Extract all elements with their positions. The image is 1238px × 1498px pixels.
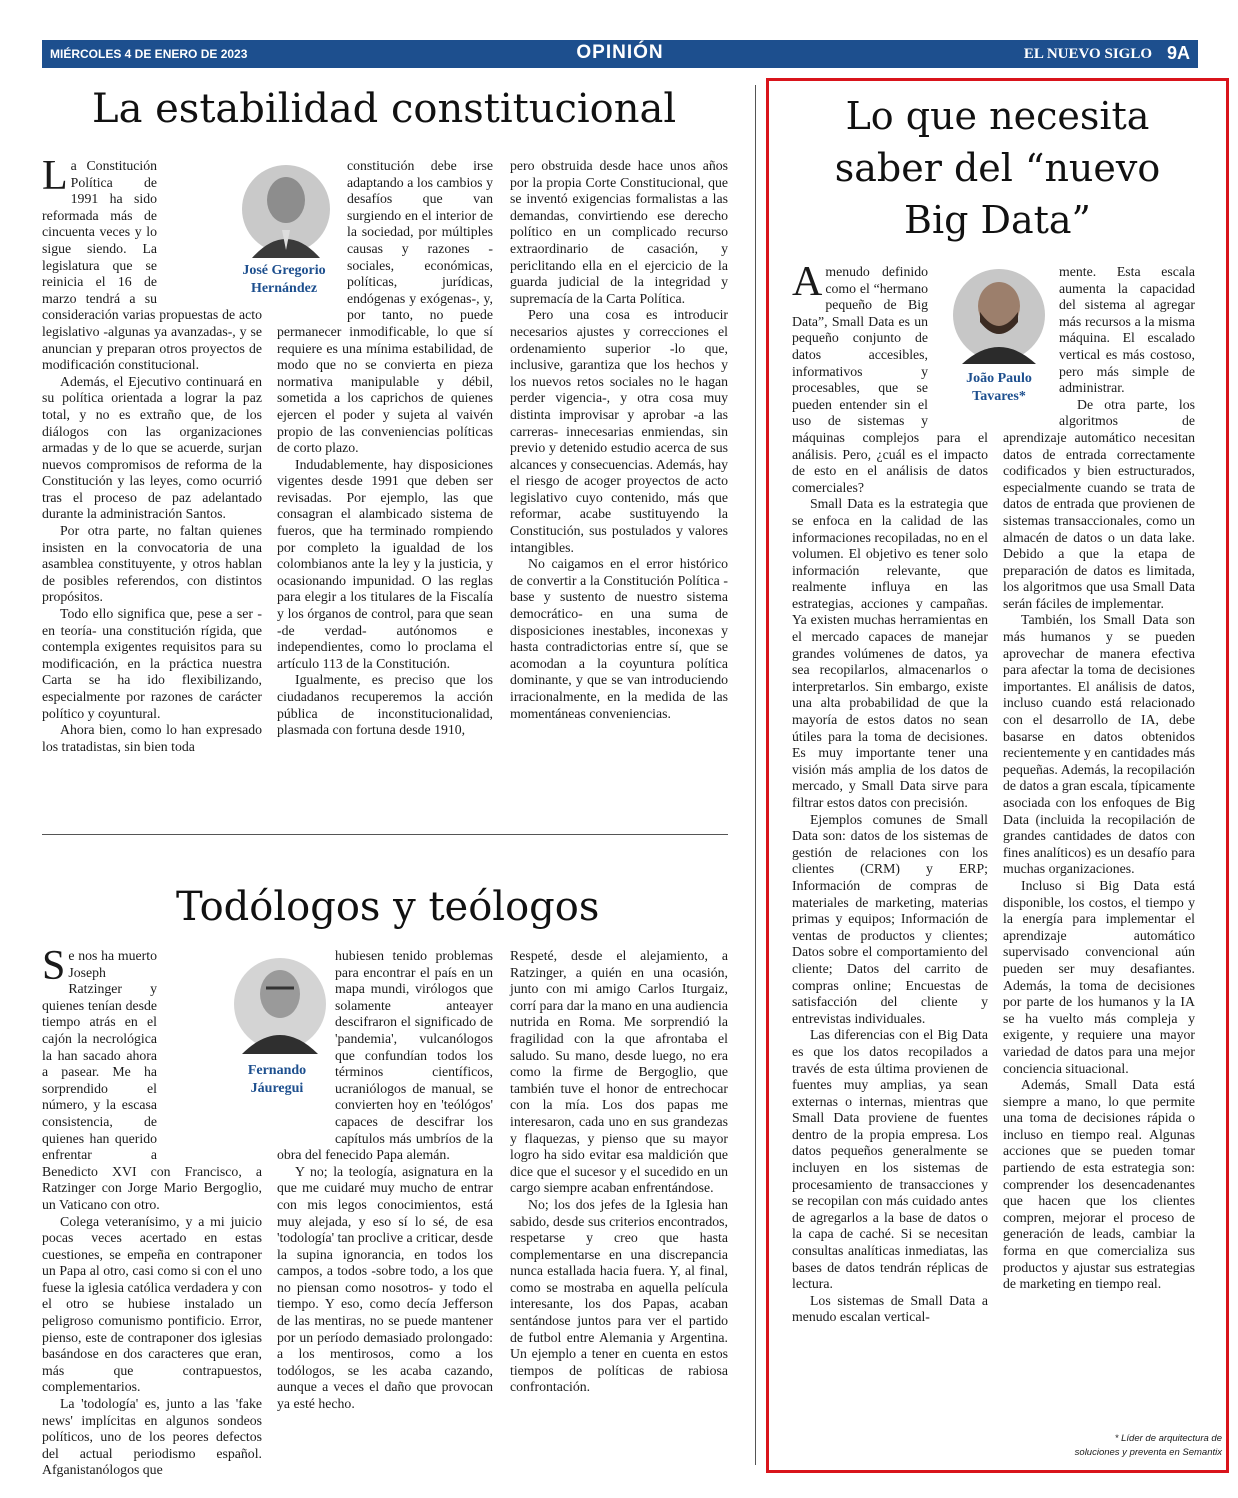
paragraph: Small Data es la estrategia que se enfoca en la calidad de las informaciones recopiladas, no en el volumen. El objetivo es tener solo información relevante, que realmente influya en las estrategias, acciones y campañas. Ya existen muchas herramientas en el mercado capaces de manejar grandes volúmenes de datos, ya sea recopilarlos, almacenarlos o interpretarlos. Sin embargo, existe una alta probabilidad de que la mayoría de estos datos no sean útiles para la toma de decisiones. Es muy importante tener una visión más amplia de los datos de mercado, y Small Data sirve para filtrar estos datos con precisión. bbox=[792, 496, 988, 810]
article-column bbox=[510, 948, 728, 1468]
page-header-bar bbox=[42, 40, 1198, 68]
title-line: saber del “nuevo bbox=[834, 146, 1161, 190]
article-column bbox=[510, 158, 728, 788]
paragraph: Y no; la teología, asignatura en la que me cuidaré muy mucho de entrar con mis legos conocimientos, está muy alejada, y eso sí lo sé, de esa 'todología' tan proclive a criticar, desde la supina ignorancia, en todos los campos, a todos -sobre todo, a los que no piensan como nosotros- y todo el tiempo. Y eso, como decía Jefferson de las mentiras, no se puede mantener por un período demasiado prolongado: a los mentirosos, como a los todólogos, se les acaba cazando, aunque a veces el daño que provocan ya esté hecho. bbox=[277, 1163, 493, 1412]
author-name: José Gregorio Hernández bbox=[242, 263, 326, 296]
paragraph: constitución debe irse adaptando a los cambios y desafíos que van surgiendo en el interior de la sociedad, por múltiples causas y razones -sociales, económicas, políticas, jurídicas, endógenas y exógenas-, y, por tanto, no puede permanecer inmodificable, lo que sí requiere es una mínima estabilidad, de modo que no se convierta en pieza normativa manipulable y débil, sometida a los caprichos de quienes ejercen el poder y sujeta al vaivén propio de las conveniencias políticas de corto plazo. bbox=[277, 158, 493, 456]
paragraph: Los sistemas de Small Data a menudo escalan vertical- bbox=[792, 1292, 988, 1325]
paragraph: pero obstruida desde hace unos años por la propia Corte Constitucional, que se inventó exigencias formalistas a las demandas, convirtiendo ese derecho político en un complicado recurso extraordinario de casación, y periclitando ella en el ejercicio de la guarda judicial de la integridad y supremacía de la Carta Política. bbox=[510, 158, 728, 306]
paragraph: Por otra parte, no faltan quienes insisten en la convocatoria de una asamblea constituyente, y otros hablan de posibles referendos, con distintos propósitos. bbox=[42, 523, 262, 605]
paragraph: Pero una cosa es introducir necesarios ajustes y correcciones el ordenamiento superior -lo que, inclusive, garantiza que los hechos y los nuevos retos sociales no le hagan perder vigencia-, y otra cosa muy distinta improvisar y aprobar -a las carreras- innecesarias enmiendas, sin previo y detenido estudio acerca de sus alcances y consecuencias. Además, hay el riesgo de acoger proyectos de acto legislativo cuyo contenido, más que reformar, acabe sustituyendo la Constitución, sus postulados y valores intangibles. bbox=[510, 307, 728, 555]
page-number: 9A bbox=[1166, 43, 1190, 63]
paragraph: Ahora bien, como lo han expresado los tratadistas, sin bien toda bbox=[42, 722, 262, 754]
column-divider bbox=[755, 85, 756, 1465]
author-name: Fernando Jáuregui bbox=[247, 1063, 307, 1096]
paragraph: a Constitución Política de 1991 ha sido reformada más de cincuenta veces y lo sigue siendo. La legislatura que se reinicia el 16 de marzo tendrá a su consideración varias propuestas de acto legislativo -algunas ya avanzadas-, y se anuncian y preparan otros proyectos de modificación constitucional. bbox=[42, 158, 262, 373]
paragraph: Además, el Ejecutivo continuará en su política orientada a lograr la paz total, y no es extraño que, de los diálogos con las organizaciones armadas y de lo que se acuerde, surjan nuevos compromisos de reforma de la Constitución y las leyes, como ocurrió tras el proceso de paz adelantado durante la administración Santos. bbox=[42, 373, 262, 522]
article-column bbox=[1003, 264, 1195, 1428]
article-column bbox=[42, 943, 262, 1478]
paragraph: Ejemplos comunes de Small Data son: datos de los sistemas de gestión de relaciones con los clientes (CRM) y ERP; Información de compras de materiales de marketing, materias primas y equipos; Información de ventas de productos y clientes; Datos sobre el comportamiento del cliente; Datos del carrito de compras online; Encuestas de satisfacción del cliente y entrevistas individuales. bbox=[792, 811, 988, 1026]
article-column bbox=[792, 259, 988, 1468]
paragraph: e nos ha muerto Joseph Ratzinger y quienes tenían desde tiempo atrás en el cajón la necrológica la han sacado ahora a pasear. Me ha sorprendido el número, y la escasa consistencia, de quienes han querido enfrentar a Benedicto XVI con Francisco, a Ratzinger con Jorge Mario Bergoglio, un Vaticano con otro. bbox=[42, 948, 262, 1212]
section-name: OPINIÓN bbox=[576, 42, 664, 63]
drop-cap: A bbox=[792, 259, 823, 305]
drop-cap: S bbox=[42, 943, 66, 989]
title-line: Big Data” bbox=[904, 198, 1091, 242]
paragraph: Colega veteranísimo, y a mi juicio pocas veces acertado en estas cuestiones, se empeña en contraponer un Papa al otro, casi como si con el uno fuese la iglesia católica verdadera y con el otro se hubiese instalado un peligroso comunismo pontificio. Error, pienso, este de contraponer dos iglesias basándose en dos caracteres que eran, más que contrapuestos, complementarios. bbox=[42, 1213, 262, 1395]
article-column bbox=[277, 948, 493, 1468]
article-divider bbox=[42, 834, 728, 835]
paragraph: Respeté, desde el alejamiento, a Ratzinger, a quién en una ocasión, junto con mi amigo Carlos Iturgaiz, corrí para dar la mano en una audiencia nutrida en Roma. Me sorprendió la fragilidad con la que afrontaba el saludo. Su mano, desde luego, no era como la firme de Bergoglio, que también tuve el honor de entrechocar con la mía. Los dos papas me interesaron, cada uno en sus grandezas y flaquezas, y pienso que su mayor logro ha sido evitar esa maldición que dice que el sucesor y el sucedido en un cargo siempre acaban enfrentándose. bbox=[510, 948, 728, 1196]
paragraph: La 'todología' es, junto a las 'fake news' implícitas en algunos sondeos políticos, uno de los peores defectos del actual periodismo español. Afganistanólogos que bbox=[42, 1396, 262, 1478]
paragraph: hubiesen tenido problemas para encontrar el país en un mapa mundi, virólogos que solamente anteayer descifraron el significado de 'pandemia', vulcanólogos que confundían todos los términos científicos, ucraniólogos de manual, se convierten hoy en 'teólógos' capaces de descifrar los capítulos más umbríos de la obra del fenecido Papa alemán. bbox=[277, 948, 493, 1163]
paragraph: De otra parte, los algoritmos de aprendizaje automático necesitan datos de entrada correctamente codificados y bien estructurados, especialmente cuando se trata de datos de entrada que provienen de sistemas transaccionales, como un almacén de datos o un data lake. Debido a que la etapa de preparación de datos es limitada, los algoritmos que usa Small Data serán fáciles de implementar. bbox=[1003, 396, 1195, 611]
footnote-line: soluciones y preventa en Semantix bbox=[1074, 1447, 1222, 1458]
paragraph: menudo definido como el “hermano pequeño de Big Data”, Small Data es un pequeño conjunto de datos accesibles, informativos y procesables, que se pueden entender sin el uso de sistemas y máquinas complejos para el análisis. Pero, ¿cuál es el impacto de esto en el análisis de datos comerciales? bbox=[792, 264, 988, 495]
article-title: Todólogos y teólogos bbox=[176, 884, 600, 930]
footnote-line: * Líder de arquitectura de bbox=[1114, 1433, 1222, 1444]
paragraph: Todo ello significa que, pese a ser -en teoría- una constitución rígida, que contempla exigentes requisitos para su modificación, en la práctica nuestra Carta se ha ido flexibilizando, especialmente por razones de carácter político y coyuntural. bbox=[42, 606, 262, 721]
paragraph: mente. Esta escala aumenta la capacidad del sistema al agregar más recursos a la misma máquina. El escalado vertical es más costoso, pero más simple de administrar. bbox=[1059, 264, 1195, 396]
drop-cap: L bbox=[42, 153, 68, 199]
author-footnote bbox=[996, 1432, 1222, 1460]
paragraph: También, los Small Data son más humanos y se pueden aprovechar de manera efectiva para afectar la toma de decisiones importantes. El análisis de datos, incluso cuando está relacionado con el desarrollo de IA, debe basarse en datos obtenidos recientemente y en cantidades más pequeñas. Además, la recopilación de datos a gran escala, típicamente asociada con los enfoques de Big Data (incluida la recopilación de grandes cantidades de datos con fines analíticos) es un desafío para muchas organizaciones. bbox=[1003, 612, 1195, 877]
paragraph: Incluso si Big Data está disponible, los costos, el tiempo y la energía para implementar el aprendizaje automático supervisado convencional aún pueden ser muy desafiantes. Además, la toma de decisiones por parte de los humanos y la IA se ha vuelto más compleja y exigente, y requiere una mayor variedad de datos para una mejor conciencia situacional. bbox=[1003, 877, 1195, 1076]
header-date: MIÉRCOLES 4 DE ENERO DE 2023 bbox=[50, 47, 248, 61]
paragraph: Las diferencias con el Big Data es que los datos recopilados a través de esta última provienen de fuentes muy amplias, ya sean externas o internas, mientras que Small Data proviene de fuentes dentro de la propia empresa. Los datos pequeños generalmente se incluyen en los sistemas de procesamiento de transacciones y se recopilan con más cuidado antes de agregarlos a la base de datos o la capa de caché. Si se necesitan consultas analíticas inmediatas, las bases de datos tendrán réplicas de lectura. bbox=[792, 1027, 988, 1292]
article-column bbox=[277, 158, 493, 788]
paragraph: No; los dos jefes de la Iglesia han sabido, desde sus criterios encontrados, respetarse y creo que hasta complementarse en una discrepancia nunca estallada hacia fuera. Y, al final, como se mostraba en aquella película interesante, los dos Papas, acaban sentándose juntos para ver el partido de futbol entre Alemania y Argentina. Un ejemplo a tener en cuenta en estos tiempos de políticas de rabiosa confrontación. bbox=[510, 1196, 728, 1395]
title-line: Lo que necesita bbox=[845, 94, 1150, 138]
paragraph: Además, Small Data está siempre a mano, lo que permite una toma de decisiones rápida o incluso en tiempo real. Algunas acciones que se pueden tomar partiendo de esta estrategia son: comprender los desencadenantes que hacen que los clientes compren, mejorar el proceso de generación de leads, cambiar la forma en que comercializa sus productos y ajustar sus estrategias de marketing en tiempo real. bbox=[1003, 1077, 1195, 1292]
article-title bbox=[770, 90, 1225, 246]
paragraph: Indudablemente, hay disposiciones vigentes desde 1991 que deben ser revisadas. Por ejemplo, las que consagran el alambicado sistema de fueros, que ha terminado rompiendo por completo la igualdad de los colombianos ante la ley y la justicia, y ocasionando impunidad. O las reglas para elegir a los titulares de la Fiscalía y los órganos de control, para que sean -de verdad- autónomos e independientes, como lo proclama el artículo 113 de la Constitución. bbox=[277, 456, 493, 671]
paragraph: No caigamos en el error histórico de convertir a la Constitución Política -base y sustento de nuestro sistema democrático- en una suma de disposiciones inestables, inconexas y hasta contradictorias entre sí, que se acomodan a la coyuntura política dominante, y que se van introduciendo irracionalmente, en la medida de las momentáneas conveniencias. bbox=[510, 556, 728, 721]
publication-name: EL NUEVO SIGLO bbox=[1023, 46, 1152, 62]
paragraph: Igualmente, es preciso que los ciudadanos recuperemos la acción pública de inconstitucionalidad, plasmada con fortuna desde 1910, bbox=[277, 672, 493, 738]
article-title: La estabilidad constitucional bbox=[92, 86, 677, 132]
article-column bbox=[42, 153, 262, 788]
author-name: João Paulo Tavares* bbox=[966, 371, 1032, 404]
